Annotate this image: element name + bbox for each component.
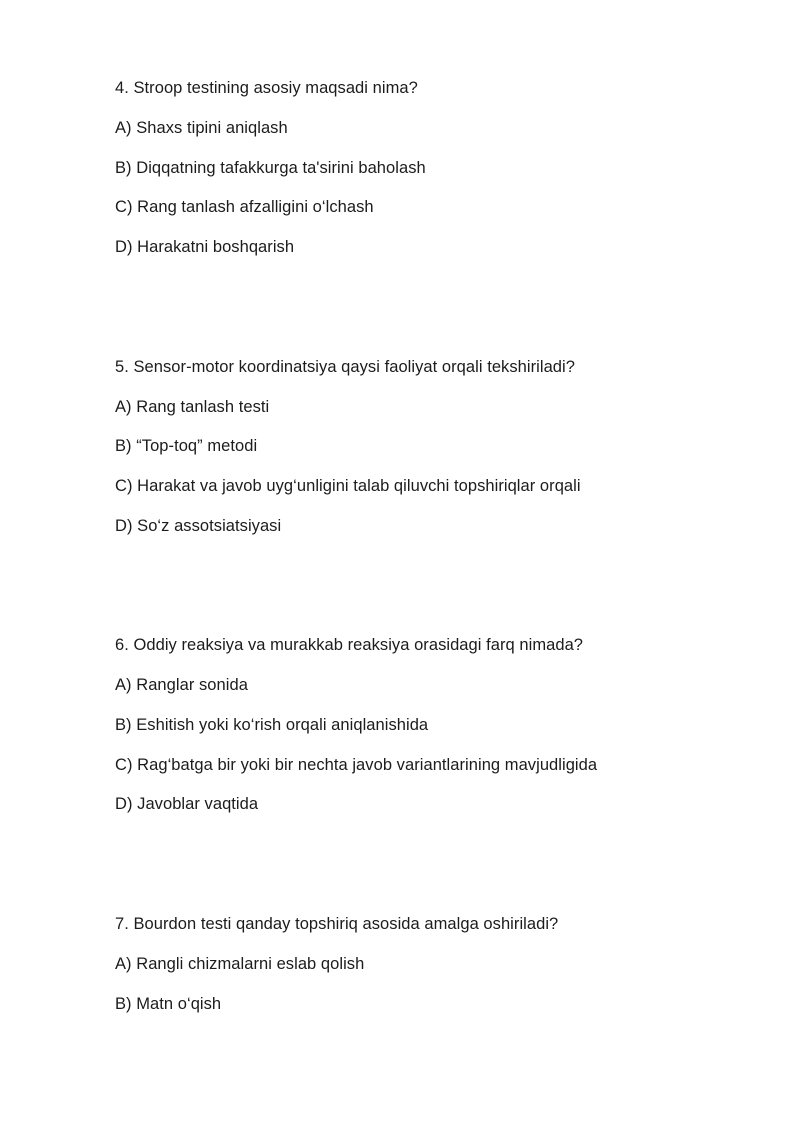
question-6-option-a: A) Ranglar sonida [115, 676, 248, 694]
question-4-option-c: C) Rang tanlash afzalligini o‘lchash [115, 198, 374, 216]
question-7-option-a: A) Rangli chizmalarni eslab qolish [115, 955, 365, 973]
question-7-option-b: B) Matn o‘qish [115, 995, 222, 1013]
question-5-text: 5. Sensor-motor koordinatsiya qaysi faoliyat orqali tekshiriladi? [115, 358, 575, 376]
question-6-option-d: D) Javoblar vaqtida [115, 795, 259, 813]
question-4-option-d: D) Harakatni boshqarish [115, 238, 295, 256]
question-6-option-b: B) Eshitish yoki ko‘rish orqali aniqlanishida [115, 716, 429, 734]
question-6-option-c: C) Rag‘batga bir yoki bir nechta javob variantlarining mavjudligida [115, 756, 598, 774]
question-5-option-b: B) “Top-toq” metodi [115, 437, 258, 455]
question-4-text: 4. Stroop testining asosiy maqsadi nima? [115, 79, 418, 97]
question-7-text: 7. Bourdon testi qanday topshiriq asosida amalga oshiriladi? [115, 915, 559, 933]
question-5-option-a: A) Rang tanlash testi [115, 398, 270, 416]
question-5-option-c: C) Harakat va javob uyg‘unligini talab qiluvchi topshiriqlar orqali [115, 477, 581, 495]
question-4-option-a: A) Shaxs tipini aniqlash [115, 119, 288, 137]
question-6-text: 6. Oddiy reaksiya va murakkab reaksiya orasidagi farq nimada? [115, 636, 584, 654]
question-5-option-d: D) So‘z assotsiatsiyasi [115, 517, 282, 535]
question-4-option-b: B) Diqqatning tafakkurga ta'sirini baholash [115, 159, 426, 177]
